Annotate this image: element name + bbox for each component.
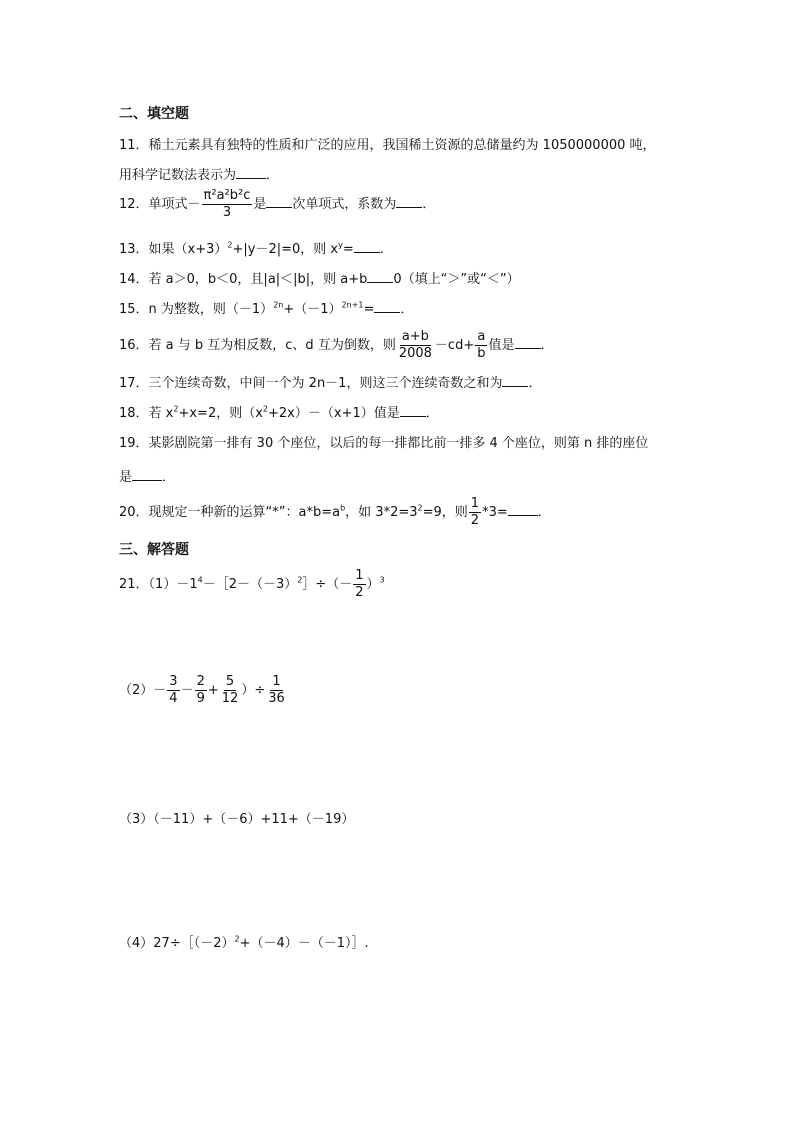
q15-exp2: 2n+1 xyxy=(341,300,364,310)
q16-fraction-1 xyxy=(397,329,434,362)
q21-1-fraction xyxy=(353,568,365,601)
q13-exp2: y xyxy=(338,240,343,250)
answer-blank[interactable] xyxy=(515,334,541,349)
answer-blank[interactable] xyxy=(266,193,292,208)
q21-2-fraction-3 xyxy=(220,674,241,707)
q20-exp1: b xyxy=(340,503,346,513)
question-21-part-2 xyxy=(119,674,288,707)
q11-end: ． xyxy=(266,168,280,183)
q19-text: 是 xyxy=(119,470,133,485)
q11-text: 用科学记数法表示为 xyxy=(119,168,237,183)
q16-post: 值是 xyxy=(488,338,515,353)
question-11-line1: 11．稀土元素具有独特的性质和广泛的应用，我国稀土资源的总储量约为 1050000000 吨， xyxy=(119,138,656,153)
q12-mid2: 次单项式，系数为 xyxy=(292,197,397,212)
question-11-line2 xyxy=(119,164,279,186)
q18-exp1: 2 xyxy=(173,404,179,414)
q16-fraction-2 xyxy=(475,329,487,362)
q21-2-f2-numerator: 2 xyxy=(196,674,205,689)
q15-pre: 15．n 为整数，则（－1） xyxy=(119,302,274,317)
q21-1-pre: 21．（1）－1 xyxy=(119,577,198,592)
q21-2-f3-denominator: 12 xyxy=(221,691,239,706)
q15-end: ． xyxy=(400,302,414,317)
question-14 xyxy=(119,268,520,290)
question-13 xyxy=(119,238,393,260)
question-20 xyxy=(119,496,551,529)
q12-mid: 是 xyxy=(253,197,267,212)
question-12 xyxy=(119,188,435,221)
q21-1-exp3: 3 xyxy=(379,575,385,585)
question-21-part-3: （3）（－11）+（－6）+11+（－19） xyxy=(119,812,355,827)
q13-pre: 13．如果（x+3） xyxy=(119,242,228,257)
q20-fraction xyxy=(469,496,481,529)
q16-end: ． xyxy=(540,338,554,353)
q20-mid2: =9，则 xyxy=(422,505,468,520)
section-title-fill-in: 二、填空题 xyxy=(119,106,189,122)
q20-post: *3= xyxy=(482,505,508,520)
q20-exp2: 2 xyxy=(417,503,423,513)
q21-2-f2-denominator: 9 xyxy=(196,691,205,706)
q21-2-fraction-4 xyxy=(266,674,287,707)
q12-numerator: π²a²b²c xyxy=(203,188,251,203)
q21-1-denominator: 2 xyxy=(355,585,364,600)
q17-end: ． xyxy=(528,376,542,391)
q21-2-f1-numerator: 3 xyxy=(169,674,178,689)
answer-blank[interactable] xyxy=(374,298,400,313)
q18-mid: +x=2，则（x xyxy=(178,406,263,421)
q13-mid: +|y－2|=0，则 x xyxy=(232,242,339,257)
q21-4-pre: （4）27÷［（－2） xyxy=(119,936,235,951)
q15-mid: +（－1） xyxy=(283,302,342,317)
q20-end: ． xyxy=(537,505,551,520)
q16-f1-numerator: a+b xyxy=(401,329,429,344)
q12-pre: 12．单项式－ xyxy=(119,197,201,212)
question-15 xyxy=(119,298,413,320)
q21-2-m3: ）÷ xyxy=(241,683,266,698)
q21-2-f1-denominator: 4 xyxy=(169,691,178,706)
q13-end: ． xyxy=(379,242,393,257)
q15-exp1: 2n xyxy=(273,300,284,310)
q18-post: +2x）－（x+1）值是 xyxy=(268,406,400,421)
q18-end: ． xyxy=(425,406,439,421)
q14-pre: 14．若 a＞0，b＜0，且|a|＜|b|，则 a+b xyxy=(119,272,368,287)
q21-1-mid: －［2－（－3） xyxy=(202,577,298,592)
q17-pre: 17．三个连续奇数，中间一个为 2n－1，则这三个连续奇数之和为 xyxy=(119,376,503,391)
answer-blank[interactable] xyxy=(396,193,422,208)
q21-4-exp1: 2 xyxy=(234,934,240,944)
question-21-part-4 xyxy=(119,934,369,954)
q18-exp2: 2 xyxy=(262,404,269,414)
question-21-part-1 xyxy=(119,568,385,601)
q16-pre: 16．若 a 与 b 互为相反数，c、d 互为倒数，则 xyxy=(119,338,396,353)
q21-2-pre: （2）－ xyxy=(119,683,167,698)
answer-blank[interactable] xyxy=(400,402,426,417)
question-19-line2 xyxy=(119,466,175,488)
q21-2-f4-denominator: 36 xyxy=(268,691,285,706)
question-16 xyxy=(119,329,554,362)
q21-2-f3-numerator: 5 xyxy=(225,674,235,689)
q21-1-numerator: 1 xyxy=(355,568,364,583)
q21-2-fraction-1 xyxy=(167,674,179,707)
q16-f2-numerator: a xyxy=(477,329,486,344)
q21-2-fraction-2 xyxy=(195,674,207,707)
q20-pre: 20．现规定一种新的运算“*”：a*b=a xyxy=(119,505,341,520)
q21-1-post: ） xyxy=(366,577,380,592)
answer-blank[interactable] xyxy=(367,268,393,283)
q20-mid: ，如 3*2=3 xyxy=(345,505,418,520)
q14-post: 0（填上“＞”或“＜”） xyxy=(393,272,520,287)
q16-f2-denominator: b xyxy=(477,346,486,361)
q21-1-mid2: ］÷（－ xyxy=(302,577,353,592)
q21-2-m2: + xyxy=(207,683,219,698)
q20-numerator: 1 xyxy=(470,496,480,511)
question-17 xyxy=(119,372,541,394)
answer-blank[interactable] xyxy=(132,466,162,481)
q20-denominator: 2 xyxy=(470,513,480,528)
answer-blank[interactable] xyxy=(508,501,538,516)
q21-4-post: +（－4）－（－1）］. xyxy=(239,936,369,951)
q12-end: ． xyxy=(422,197,436,212)
q18-pre: 18．若 x xyxy=(119,406,174,421)
question-18 xyxy=(119,402,439,424)
q15-post: = xyxy=(363,302,375,317)
q21-2-m1: － xyxy=(180,683,194,698)
q21-1-exp1: 4 xyxy=(197,575,203,585)
q12-denominator: 3 xyxy=(222,205,232,220)
q16-mid: －cd+ xyxy=(434,338,475,353)
q21-1-exp2: 2 xyxy=(297,575,303,585)
answer-blank[interactable] xyxy=(502,372,528,387)
q13-exp1: 2 xyxy=(227,240,233,250)
answer-blank[interactable] xyxy=(236,164,266,179)
answer-blank[interactable] xyxy=(354,238,380,253)
q12-fraction xyxy=(202,188,253,221)
q19-end: ． xyxy=(162,470,176,485)
q16-f1-denominator: 2008 xyxy=(398,346,432,361)
section-title-solve: 三、解答题 xyxy=(119,542,189,558)
q21-2-f4-numerator: 1 xyxy=(272,674,281,689)
q13-post: = xyxy=(342,242,354,257)
question-19-line1: 19．某影剧院第一排有 30 个座位，以后的每一排都比前一排多 4 个座位，则第 n 排的座位 xyxy=(119,436,649,451)
